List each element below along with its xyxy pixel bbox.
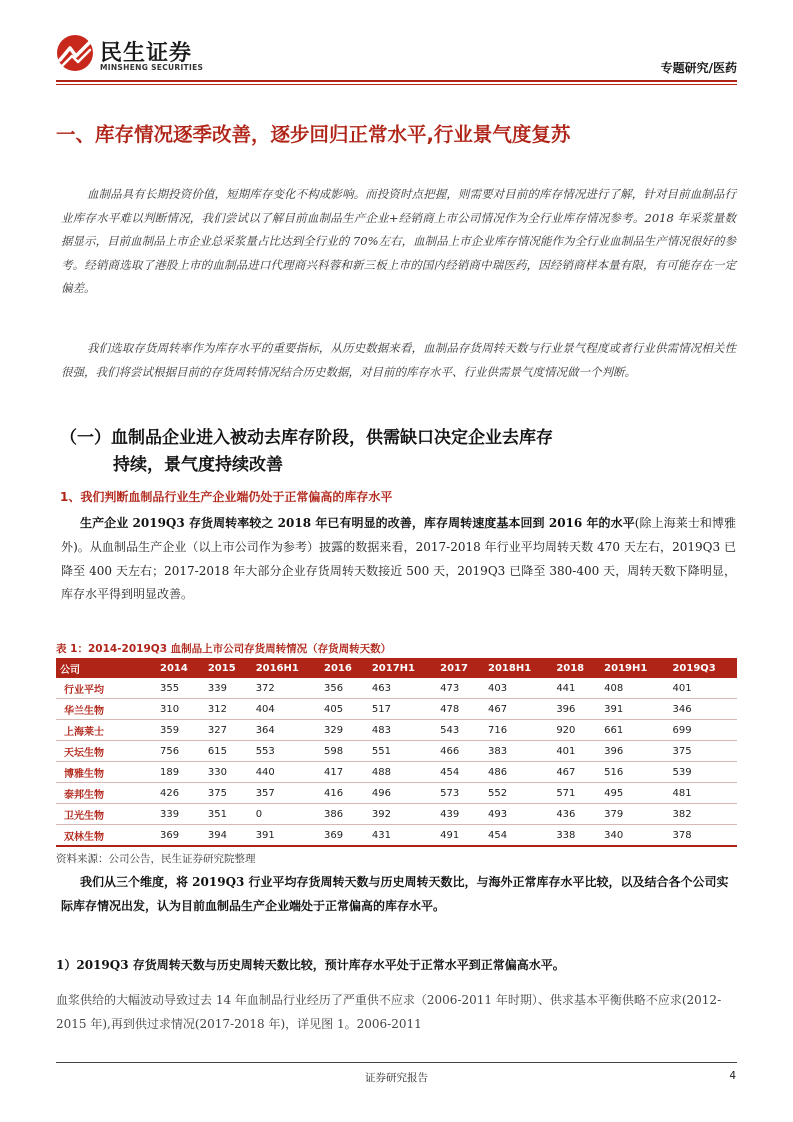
col-header: 2019Q3 — [668, 658, 737, 678]
value-cell: 372 — [252, 678, 320, 699]
value-cell: 401 — [668, 678, 737, 699]
table-row — [56, 783, 737, 804]
table-row — [56, 699, 737, 720]
value-cell: 403 — [484, 678, 552, 699]
paragraph-findings — [61, 512, 736, 607]
value-cell: 454 — [436, 762, 484, 783]
company-cell: 双林生物 — [56, 825, 156, 847]
report-category: 专题研究/医药 — [660, 61, 737, 75]
value-cell: 378 — [668, 825, 737, 847]
value-cell: 552 — [484, 783, 552, 804]
value-cell: 391 — [600, 699, 668, 720]
value-cell: 312 — [204, 699, 252, 720]
value-cell: 339 — [204, 678, 252, 699]
value-cell: 351 — [204, 804, 252, 825]
value-cell: 488 — [368, 762, 436, 783]
paragraph-text: 我们从三个维度，将 2019Q3 行业平均存货周转天数与历史周转天数比，与海外正常库存水平比较，以及结合各个公司实际库存情况出发，认为目前血制品生产企业端处于正常偏高的库存水平。 — [61, 875, 729, 913]
value-cell: 346 — [668, 699, 737, 720]
paragraph-text: 血制品具有长期投资价值，短期库存变化不构成影响。而投资时点把握，则需要对目前的库存情况进行了解，针对目前血制品行业库存水平难以判断情况，我们尝试以了解目前血制品生产企业+经销商上市公司情况作为全行业库存情况参考。2018 年采浆量数据显示，目前血制品上市企业总采浆量占比达到全行业的 70%左右，血制品上市企业库存情况能作为全行业血制品生产情况很好的参考。经销商选取了港股上市的血制品进口代理商兴科蓉和新三板上市的国内经销商中瑞医药，因经销商样本量有限，有可能存在一定偏差。 — [61, 187, 736, 296]
value-cell: 473 — [436, 678, 484, 699]
col-header: 2019H1 — [600, 658, 668, 678]
value-cell: 329 — [320, 720, 368, 741]
value-cell: 417 — [320, 762, 368, 783]
value-cell: 401 — [552, 741, 600, 762]
value-cell: 339 — [156, 804, 204, 825]
company-cell: 天坛生物 — [56, 741, 156, 762]
col-header: 2015 — [204, 658, 252, 678]
value-cell: 478 — [436, 699, 484, 720]
value-cell: 404 — [252, 699, 320, 720]
value-cell: 394 — [204, 825, 252, 847]
value-cell: 571 — [552, 783, 600, 804]
value-cell: 355 — [156, 678, 204, 699]
paragraph-intro — [61, 183, 736, 301]
col-header: 2017H1 — [368, 658, 436, 678]
value-cell: 340 — [600, 825, 668, 847]
value-cell: 486 — [484, 762, 552, 783]
footer-divider — [56, 1062, 737, 1063]
value-cell: 496 — [368, 783, 436, 804]
value-cell: 553 — [252, 741, 320, 762]
value-cell: 396 — [552, 699, 600, 720]
col-header: 2016H1 — [252, 658, 320, 678]
value-cell: 920 — [552, 720, 600, 741]
paragraph-conclusion — [61, 871, 736, 919]
header-divider-thin — [56, 84, 737, 85]
value-cell: 756 — [156, 741, 204, 762]
col-header: 2018H1 — [484, 658, 552, 678]
value-cell: 0 — [252, 804, 320, 825]
paragraph-bold-lead: 生产企业 2019Q3 存货周转率较之 2018 年已有明显的改善，库存周转速度基本回到 2016 年的水平 — [80, 516, 635, 530]
value-cell: 539 — [668, 762, 737, 783]
value-cell: 543 — [436, 720, 484, 741]
value-cell: 405 — [320, 699, 368, 720]
heading-line: 持续，景气度持续改善 — [113, 455, 283, 475]
value-cell: 330 — [204, 762, 252, 783]
table-row — [56, 825, 737, 847]
value-cell: 598 — [320, 741, 368, 762]
logo-chinese-name: 民生证券 — [100, 41, 193, 66]
value-cell: 615 — [204, 741, 252, 762]
value-cell: 189 — [156, 762, 204, 783]
value-cell: 481 — [668, 783, 737, 804]
value-cell: 517 — [368, 699, 436, 720]
value-cell: 375 — [204, 783, 252, 804]
value-cell: 716 — [484, 720, 552, 741]
value-cell: 573 — [436, 783, 484, 804]
header-divider — [56, 80, 737, 82]
col-header: 2016 — [320, 658, 368, 678]
value-cell: 369 — [156, 825, 204, 847]
section-heading-1: 一、库存情况逐季改善，逐步回归正常水平,行业景气度复苏 — [56, 123, 571, 146]
value-cell: 493 — [484, 804, 552, 825]
page-number: 4 — [729, 1070, 736, 1082]
value-cell: 495 — [600, 783, 668, 804]
value-cell: 516 — [600, 762, 668, 783]
value-cell: 338 — [552, 825, 600, 847]
value-cell: 440 — [252, 762, 320, 783]
minsheng-logo-icon — [56, 34, 94, 72]
company-cell: 上海莱士 — [56, 720, 156, 741]
table-row — [56, 741, 737, 762]
value-cell: 383 — [484, 741, 552, 762]
heading-line: （一）血制品企业进入被动去库存阶段，供需缺口决定企业去库存 — [60, 428, 553, 448]
value-cell: 356 — [320, 678, 368, 699]
value-cell: 375 — [668, 741, 737, 762]
value-cell: 661 — [600, 720, 668, 741]
value-cell: 431 — [368, 825, 436, 847]
paragraph-rest: (除上海莱士和博雅外)。从血制品生产企业（以上市公司作为参考）披露的数据来看，2017-2018 年行业平均周转天数 470 天左右，2019Q3 已降至 400 天左右；2017-2018 年大部分企业存货周转天数接近 500 天，2019Q3 已降至 380-400 天，周转天数下降明显，库存水平得到明显改善。 — [61, 516, 736, 602]
table-caption: 表 1：2014-2019Q3 血制品上市公司存货周转情况（存货周转天数） — [56, 643, 392, 655]
section-heading-2 — [60, 425, 660, 479]
table-row — [56, 720, 737, 741]
subheading-2: 1）2019Q3 存货周转天数与历史周转天数比较，预计库存水平处于正常水平到正常偏高水平。 — [56, 958, 565, 972]
value-cell: 382 — [668, 804, 737, 825]
footer-label: 证券研究报告 — [365, 1072, 428, 1084]
subheading-1: 1、我们判断血制品行业生产企业端仍处于正常偏高的库存水平 — [60, 490, 393, 504]
company-cell: 博雅生物 — [56, 762, 156, 783]
table-header-row — [56, 658, 737, 678]
value-cell: 392 — [368, 804, 436, 825]
company-cell: 卫光生物 — [56, 804, 156, 825]
paragraph-indicator — [61, 337, 736, 384]
brand-logo — [56, 34, 206, 76]
value-cell: 391 — [252, 825, 320, 847]
table-row — [56, 678, 737, 699]
company-cell: 华兰生物 — [56, 699, 156, 720]
paragraph-text: 我们选取存货周转率作为库存水平的重要指标，从历史数据来看，血制品存货周转天数与行业景气程度或者行业供需情况相关性很强，我们将尝试根据目前的存货周转情况结合历史数据，对目前的库存水平、行业供需景气度情况做一个判断。 — [61, 341, 736, 379]
col-header: 2017 — [436, 658, 484, 678]
value-cell: 483 — [368, 720, 436, 741]
value-cell: 369 — [320, 825, 368, 847]
value-cell: 699 — [668, 720, 737, 741]
value-cell: 466 — [436, 741, 484, 762]
table-source: 资料来源：公司公告，民生证券研究院整理 — [56, 853, 256, 865]
value-cell: 436 — [552, 804, 600, 825]
value-cell: 551 — [368, 741, 436, 762]
value-cell: 416 — [320, 783, 368, 804]
value-cell: 467 — [552, 762, 600, 783]
paragraph-history: 血浆供给的大幅波动导致过去 14 年血制品行业经历了严重供不应求（2006-2011 年时期）、供求基本平衡供略不应求(2012-2015 年),再到供过求情况(2017-2018 年)，详见图 1。2006-2011 — [56, 993, 722, 1031]
value-cell: 463 — [368, 678, 436, 699]
table-row — [56, 804, 737, 825]
col-header: 2018 — [552, 658, 600, 678]
logo-english-name: MINSHENG SECURITIES — [100, 63, 204, 72]
company-cell: 泰邦生物 — [56, 783, 156, 804]
value-cell: 426 — [156, 783, 204, 804]
value-cell: 439 — [436, 804, 484, 825]
inventory-turnover-table — [56, 658, 737, 847]
value-cell: 467 — [484, 699, 552, 720]
value-cell: 364 — [252, 720, 320, 741]
value-cell: 454 — [484, 825, 552, 847]
value-cell: 327 — [204, 720, 252, 741]
col-header: 公司 — [56, 658, 156, 678]
value-cell: 491 — [436, 825, 484, 847]
value-cell: 359 — [156, 720, 204, 741]
value-cell: 386 — [320, 804, 368, 825]
value-cell: 396 — [600, 741, 668, 762]
value-cell: 310 — [156, 699, 204, 720]
col-header: 2014 — [156, 658, 204, 678]
value-cell: 357 — [252, 783, 320, 804]
value-cell: 408 — [600, 678, 668, 699]
company-cell: 行业平均 — [56, 678, 156, 699]
table-row — [56, 762, 737, 783]
value-cell: 379 — [600, 804, 668, 825]
value-cell: 441 — [552, 678, 600, 699]
